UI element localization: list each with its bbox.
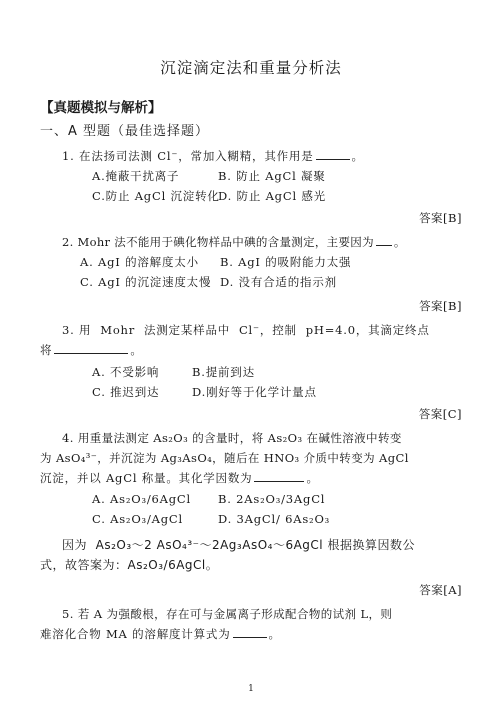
section-heading: 【真题模拟与解析】	[40, 100, 162, 116]
question-3-option-c: C. 推迟到达	[92, 385, 160, 399]
question-4-stem-line-1: 4. 用重量法测定 As₂O₃ 的含量时，将 As₂O₃ 在碱性溶液中转变	[62, 431, 402, 445]
question-4-stem-line-2: 为 AsO₄³⁻，并沉淀为 Ag₃AsO₄，随后在 HNO₃ 介质中转变为 AgCl	[40, 451, 409, 465]
question-4-option-b: B. 2As₂O₃/3AgCl	[218, 492, 326, 506]
subsection-heading: 一、A 型题（最佳选择题）	[40, 124, 210, 139]
question-3-answer: 答案[C]	[418, 407, 462, 421]
question-2-answer: 答案[B]	[419, 299, 462, 313]
question-3-stem-line-2: 将 。	[40, 343, 143, 357]
question-3-option-d: D.刚好等于化学计量点	[192, 385, 317, 399]
question-4-option-a: A. As₂O₃/6AgCl	[92, 492, 192, 506]
question-1-option-a: A.掩蔽干扰离子	[92, 169, 180, 183]
answer-blank	[54, 342, 128, 354]
question-2-option-a: A. AgI 的溶解度太小	[80, 255, 199, 269]
question-2-option-b: B. AgI 的吸附能力太强	[220, 255, 352, 269]
question-1-stem: 1. 在法扬司法测 Cl⁻，常加入糊精，其作用是 。	[62, 149, 364, 163]
question-4-explanation-line-1: 因为 As₂O₃～2 AsO₄³⁻～2Ag₃AsO₄～6AgCl 根据换算因数公	[62, 538, 415, 552]
question-3-option-b: B.提前到达	[192, 365, 255, 379]
question-4-explanation-line-2: 式，故答案为：As₂O₃/6AgCl。	[40, 558, 219, 572]
answer-blank	[233, 626, 267, 638]
answer-blank	[376, 234, 392, 246]
question-3-option-a: A. 不受影响	[92, 365, 160, 379]
question-1-option-b: B. 防止 AgCl 凝聚	[218, 169, 326, 183]
question-1-option-d: D. 防止 AgCl 感光	[218, 189, 326, 203]
question-2-option-c: C. AgI 的沉淀速度太慢	[80, 275, 212, 289]
question-3-stem-line-1: 3. 用 Mohr 法测定某样品中 Cl⁻，控制 pH=4.0，其滴定终点	[62, 323, 430, 337]
page-title: 沉淀滴定法和重量分析法	[160, 59, 342, 77]
question-1-answer: 答案[B]	[419, 211, 462, 225]
answer-blank	[254, 470, 304, 482]
question-4-option-d: D. 3AgCl/ 6As₂O₃	[218, 512, 331, 526]
question-4-answer: 答案[A]	[419, 583, 462, 597]
question-2-option-d: D. 没有合适的指示剂	[220, 275, 337, 289]
answer-blank	[316, 148, 350, 160]
page-number: 1	[248, 684, 254, 694]
question-5-stem-line-2: 难溶化合物 MA 的溶解度计算式为 。	[40, 627, 281, 641]
question-1-option-c: C.防止 AgCl 沉淀转化	[92, 189, 220, 203]
question-4-option-c: C. As₂O₃/AgCl	[92, 512, 183, 526]
question-2-stem: 2. Mohr 法不能用于碘化物样品中碘的含量测定，主要因为 。	[62, 235, 406, 249]
question-5-stem-line-1: 5. 若 A 为强酸根，存在可与金属离子形成配合物的试剂 L，则	[62, 607, 393, 621]
question-4-stem-line-3: 沉淀，并以 AgCl 称量。其化学因数为 。	[40, 471, 319, 485]
